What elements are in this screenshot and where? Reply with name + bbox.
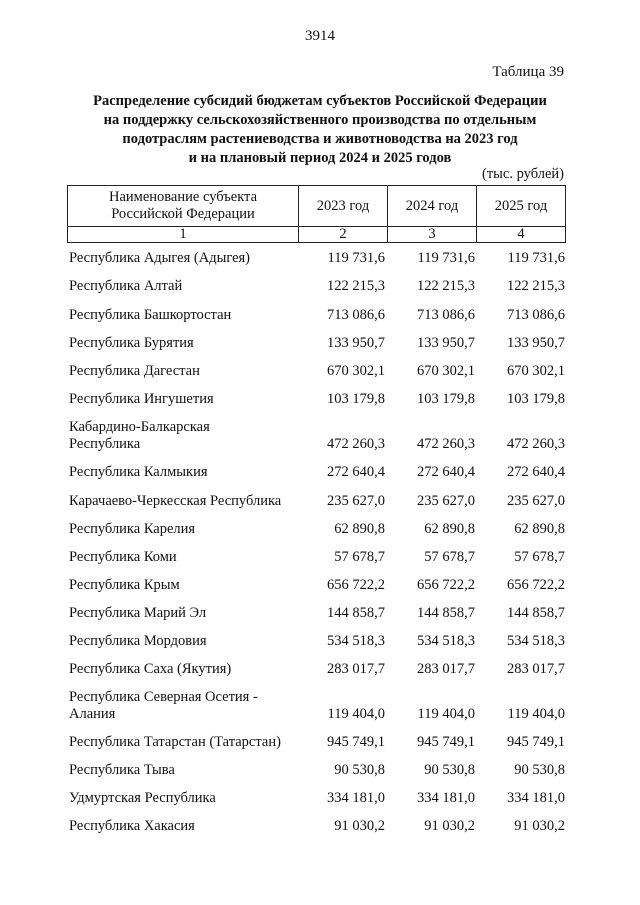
value-2025: 272 640,4 [507, 464, 565, 480]
value-2024: 119 731,6 [417, 250, 475, 266]
value-2025: 119 404,0 [507, 706, 565, 722]
value-2023: 534 518,3 [327, 633, 385, 649]
subject-name: Республика Алтай [69, 278, 183, 294]
title-line: Распределение субсидий бюджетам субъектов Российской Федерации [93, 93, 547, 109]
value-2023: 133 950,7 [327, 335, 385, 351]
title-line: подотраслям растениеводства и животноводства на 2023 год [122, 131, 518, 147]
header-col-number: 1 [68, 227, 299, 243]
subject-name: Республика Дагестан [69, 363, 200, 379]
title-line: на поддержку сельскохозяйственного производства по отдельным [103, 112, 537, 128]
header-subject-name: Наименование субъекта Российской Федерации [68, 186, 299, 227]
value-2024: 91 030,2 [424, 818, 475, 834]
value-2024: 144 858,7 [417, 605, 475, 621]
subject-name: Республика Мордовия [69, 633, 207, 649]
value-2025: 713 086,6 [507, 307, 565, 323]
value-2024: 119 404,0 [417, 706, 475, 722]
page-number: 3914 [305, 28, 335, 44]
value-2023: 90 530,8 [334, 762, 385, 778]
value-2025: 103 179,8 [507, 391, 565, 407]
value-2023: 103 179,8 [327, 391, 385, 407]
value-2025: 90 530,8 [514, 762, 565, 778]
value-2023: 713 086,6 [327, 307, 385, 323]
value-2025: 144 858,7 [507, 605, 565, 621]
value-2024: 713 086,6 [417, 307, 475, 323]
header-col-number: 3 [388, 227, 477, 243]
subject-name: Республика Марий Эл [69, 605, 207, 621]
value-2023: 144 858,7 [327, 605, 385, 621]
value-2024: 656 722,2 [417, 577, 475, 593]
value-2025: 133 950,7 [507, 335, 565, 351]
subject-name: Республика Башкортостан [69, 307, 232, 323]
value-2025: 62 890,8 [514, 521, 565, 537]
value-2025: 235 627,0 [507, 493, 565, 509]
subject-name: Республика Бурятия [69, 335, 194, 351]
value-2025: 119 731,6 [507, 250, 565, 266]
value-2024: 57 678,7 [424, 549, 475, 565]
value-2025: 945 749,1 [507, 734, 565, 750]
header-2023: 2023 год [299, 186, 388, 227]
value-2025: 534 518,3 [507, 633, 565, 649]
title-line: и на плановый период 2024 и 2025 годов [188, 150, 452, 166]
value-2025: 122 215,3 [507, 278, 565, 294]
value-2025: 472 260,3 [507, 436, 565, 452]
header-col-number: 4 [477, 227, 566, 243]
value-2025: 334 181,0 [507, 790, 565, 806]
value-2025: 670 302,1 [507, 363, 565, 379]
subject-name: Карачаево-Черкесская Республика [69, 493, 282, 509]
table-header [67, 185, 566, 243]
value-2025: 57 678,7 [514, 549, 565, 565]
subject-name: Республика Тыва [69, 762, 175, 778]
subject-name: Республика Карелия [69, 521, 196, 537]
subject-name: Республика Северная Осетия - Алания [69, 689, 258, 722]
subject-name: Республика Хакасия [69, 818, 195, 834]
value-2025: 91 030,2 [514, 818, 565, 834]
value-2023: 235 627,0 [327, 493, 385, 509]
header-2024: 2024 год [388, 186, 477, 227]
header-col-number: 2 [299, 227, 388, 243]
value-2023: 122 215,3 [327, 278, 385, 294]
value-2024: 235 627,0 [417, 493, 475, 509]
subject-name: Республика Татарстан (Татарстан) [69, 734, 281, 750]
value-2024: 670 302,1 [417, 363, 475, 379]
value-2024: 534 518,3 [417, 633, 475, 649]
value-2024: 90 530,8 [424, 762, 475, 778]
subject-name: Республика Крым [69, 577, 180, 593]
table-label: Таблица 39 [492, 64, 564, 80]
value-2023: 62 890,8 [334, 521, 385, 537]
value-2024: 283 017,7 [417, 661, 475, 677]
value-2023: 656 722,2 [327, 577, 385, 593]
value-2024: 133 950,7 [417, 335, 475, 351]
subject-name: Республика Коми [69, 549, 177, 565]
subject-name: Республика Адыгея (Адыгея) [69, 250, 251, 266]
value-2023: 57 678,7 [334, 549, 385, 565]
units-label: (тыс. рублей) [482, 166, 564, 182]
value-2024: 334 181,0 [417, 790, 475, 806]
header-2025: 2025 год [477, 186, 566, 227]
value-2023: 945 749,1 [327, 734, 385, 750]
value-2024: 122 215,3 [417, 278, 475, 294]
value-2024: 62 890,8 [424, 521, 475, 537]
value-2024: 103 179,8 [417, 391, 475, 407]
value-2023: 91 030,2 [334, 818, 385, 834]
subject-name: Удмуртская Республика [69, 790, 216, 806]
value-2023: 670 302,1 [327, 363, 385, 379]
value-2023: 119 731,6 [327, 250, 385, 266]
document-title [60, 92, 580, 168]
value-2023: 272 640,4 [327, 464, 385, 480]
value-2024: 272 640,4 [417, 464, 475, 480]
subject-name: Республика Калмыкия [69, 464, 208, 480]
value-2025: 283 017,7 [507, 661, 565, 677]
value-2023: 119 404,0 [327, 706, 385, 722]
value-2024: 945 749,1 [417, 734, 475, 750]
value-2023: 472 260,3 [327, 436, 385, 452]
subject-name: Республика Саха (Якутия) [69, 661, 232, 677]
subject-name: Республика Ингушетия [69, 391, 214, 407]
value-2023: 334 181,0 [327, 790, 385, 806]
value-2025: 656 722,2 [507, 577, 565, 593]
value-2024: 472 260,3 [417, 436, 475, 452]
subject-name: Кабардино-Балкарская Республика [69, 419, 210, 452]
value-2023: 283 017,7 [327, 661, 385, 677]
